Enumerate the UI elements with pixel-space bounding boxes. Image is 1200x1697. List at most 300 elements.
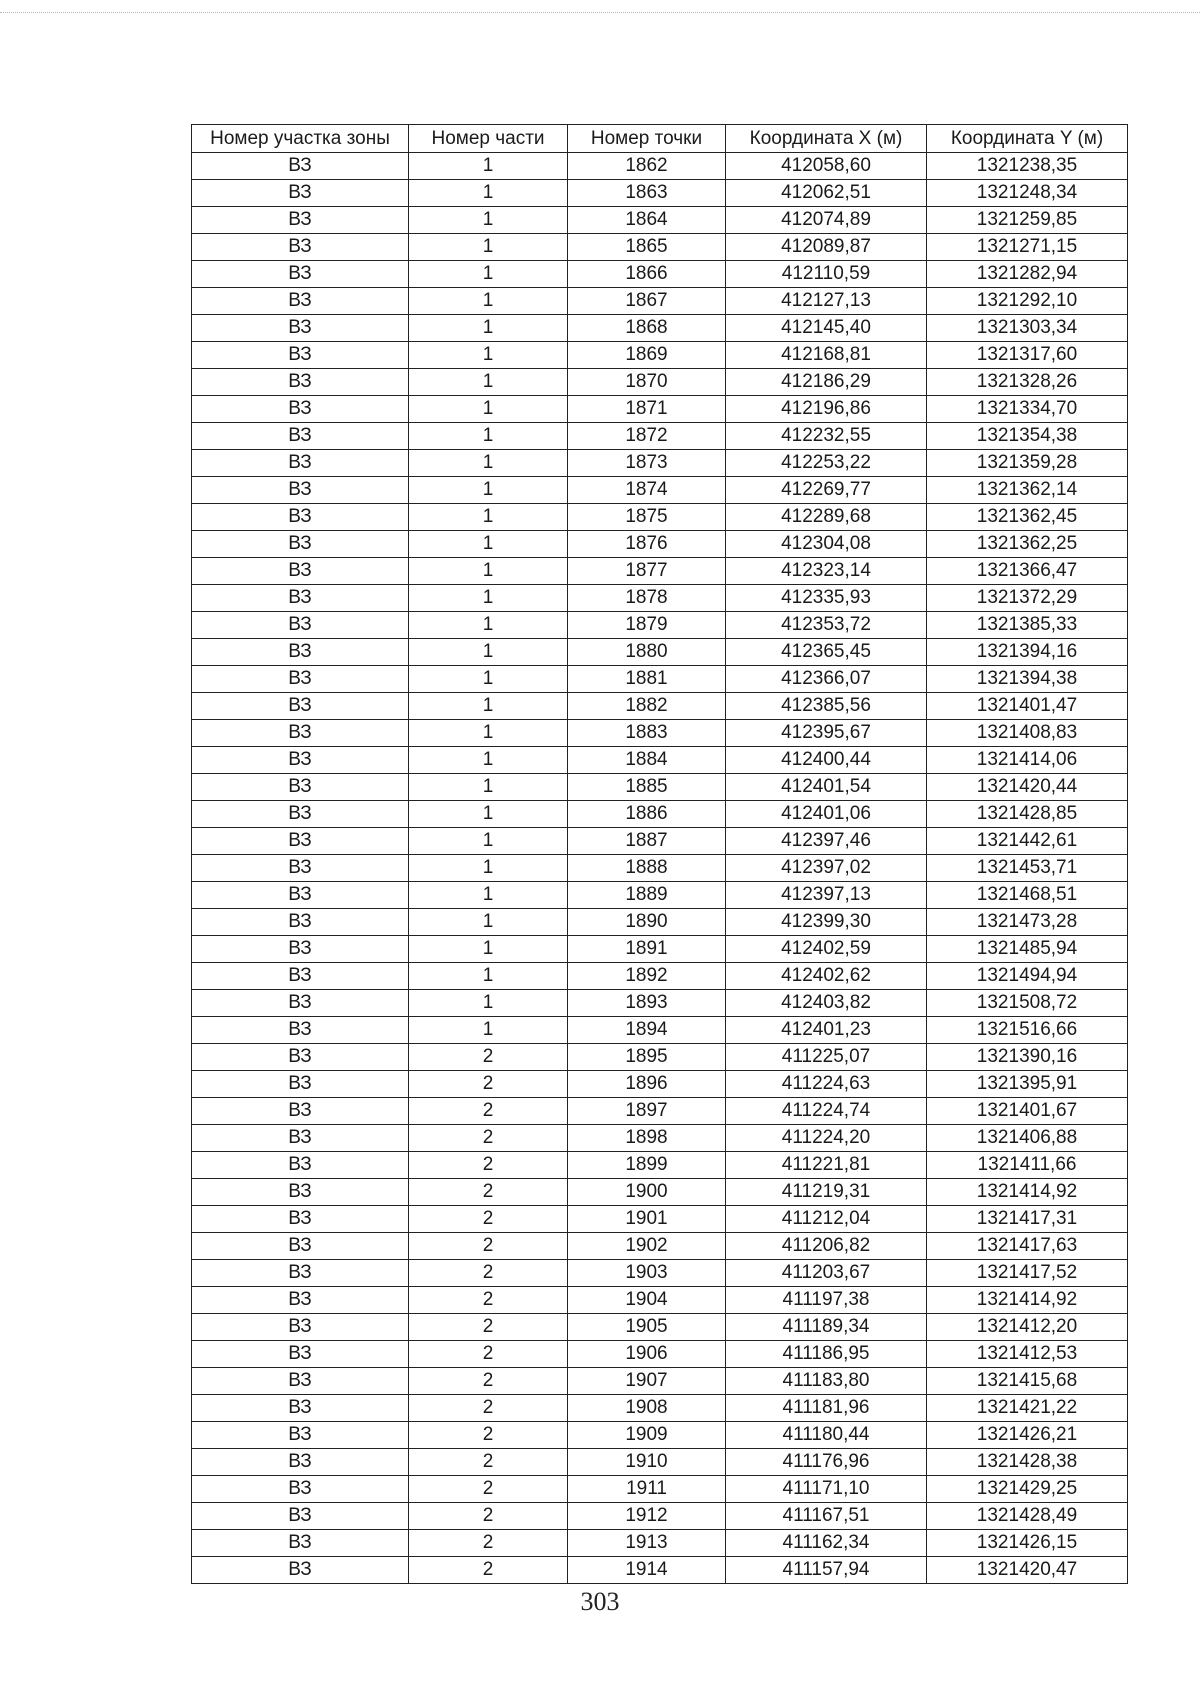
cell-point-number: 1868	[568, 315, 726, 342]
cell-point-number: 1879	[568, 612, 726, 639]
header-row	[192, 125, 1128, 153]
cell-zone-section: ВЗ	[192, 720, 409, 747]
cell-part-number: 2	[409, 1260, 568, 1287]
cell-coordinate-y: 1321485,94	[927, 936, 1128, 963]
cell-part-number: 1	[409, 990, 568, 1017]
table-header	[192, 125, 1128, 153]
cell-part-number: 2	[409, 1341, 568, 1368]
cell-part-number: 2	[409, 1314, 568, 1341]
scan-top-edge	[0, 12, 1200, 13]
cell-coordinate-x: 412397,02	[726, 855, 927, 882]
cell-coordinate-y: 1321412,20	[927, 1314, 1128, 1341]
cell-point-number: 1882	[568, 693, 726, 720]
table-row	[192, 774, 1128, 801]
table-row	[192, 396, 1128, 423]
cell-part-number: 2	[409, 1098, 568, 1125]
table-row	[192, 1557, 1128, 1584]
header-part-number: Номер части	[409, 125, 568, 153]
cell-zone-section: ВЗ	[192, 1314, 409, 1341]
cell-point-number: 1870	[568, 369, 726, 396]
cell-zone-section: ВЗ	[192, 747, 409, 774]
cell-coordinate-y: 1321516,66	[927, 1017, 1128, 1044]
cell-coordinate-x: 412289,68	[726, 504, 927, 531]
header-coordinate-x: Координата X (м)	[726, 125, 927, 153]
cell-zone-section: ВЗ	[192, 963, 409, 990]
cell-zone-section: ВЗ	[192, 1503, 409, 1530]
cell-part-number: 1	[409, 207, 568, 234]
table-row	[192, 936, 1128, 963]
cell-point-number: 1873	[568, 450, 726, 477]
cell-coordinate-x: 411197,38	[726, 1287, 927, 1314]
cell-point-number: 1875	[568, 504, 726, 531]
cell-coordinate-y: 1321390,16	[927, 1044, 1128, 1071]
cell-part-number: 1	[409, 828, 568, 855]
cell-coordinate-y: 1321238,35	[927, 153, 1128, 180]
cell-part-number: 1	[409, 504, 568, 531]
cell-part-number: 2	[409, 1206, 568, 1233]
cell-point-number: 1909	[568, 1422, 726, 1449]
table-row	[192, 1530, 1128, 1557]
cell-coordinate-x: 411181,96	[726, 1395, 927, 1422]
cell-coordinate-x: 412089,87	[726, 234, 927, 261]
table-row	[192, 693, 1128, 720]
cell-point-number: 1892	[568, 963, 726, 990]
table-row	[192, 585, 1128, 612]
cell-coordinate-y: 1321428,38	[927, 1449, 1128, 1476]
cell-coordinate-y: 1321271,15	[927, 234, 1128, 261]
table-row	[192, 612, 1128, 639]
table-row	[192, 801, 1128, 828]
cell-coordinate-x: 412402,59	[726, 936, 927, 963]
cell-coordinate-y: 1321411,66	[927, 1152, 1128, 1179]
cell-coordinate-x: 412168,81	[726, 342, 927, 369]
cell-zone-section: ВЗ	[192, 1233, 409, 1260]
cell-part-number: 2	[409, 1125, 568, 1152]
cell-zone-section: ВЗ	[192, 342, 409, 369]
cell-coordinate-x: 412397,13	[726, 882, 927, 909]
cell-coordinate-y: 1321428,85	[927, 801, 1128, 828]
table-row	[192, 666, 1128, 693]
cell-coordinate-y: 1321414,06	[927, 747, 1128, 774]
cell-zone-section: ВЗ	[192, 1125, 409, 1152]
cell-zone-section: ВЗ	[192, 1152, 409, 1179]
table-row	[192, 828, 1128, 855]
cell-coordinate-y: 1321453,71	[927, 855, 1128, 882]
cell-point-number: 1878	[568, 585, 726, 612]
cell-part-number: 1	[409, 720, 568, 747]
cell-zone-section: ВЗ	[192, 1449, 409, 1476]
cell-part-number: 1	[409, 882, 568, 909]
table-row	[192, 1422, 1128, 1449]
cell-part-number: 2	[409, 1179, 568, 1206]
cell-coordinate-y: 1321406,88	[927, 1125, 1128, 1152]
cell-coordinate-y: 1321303,34	[927, 315, 1128, 342]
cell-coordinate-x: 412401,54	[726, 774, 927, 801]
cell-part-number: 2	[409, 1044, 568, 1071]
table-row	[192, 558, 1128, 585]
table-row	[192, 423, 1128, 450]
cell-part-number: 2	[409, 1395, 568, 1422]
cell-coordinate-x: 411212,04	[726, 1206, 927, 1233]
cell-part-number: 1	[409, 180, 568, 207]
cell-part-number: 2	[409, 1152, 568, 1179]
table-row	[192, 1503, 1128, 1530]
cell-part-number: 1	[409, 153, 568, 180]
cell-zone-section: ВЗ	[192, 261, 409, 288]
cell-coordinate-x: 412366,07	[726, 666, 927, 693]
cell-coordinate-x: 412074,89	[726, 207, 927, 234]
cell-point-number: 1897	[568, 1098, 726, 1125]
cell-coordinate-x: 412397,46	[726, 828, 927, 855]
cell-coordinate-y: 1321417,52	[927, 1260, 1128, 1287]
table-row	[192, 1152, 1128, 1179]
cell-point-number: 1900	[568, 1179, 726, 1206]
cell-point-number: 1911	[568, 1476, 726, 1503]
cell-coordinate-y: 1321442,61	[927, 828, 1128, 855]
cell-point-number: 1890	[568, 909, 726, 936]
table-row	[192, 1314, 1128, 1341]
cell-part-number: 2	[409, 1071, 568, 1098]
table-row	[192, 504, 1128, 531]
cell-part-number: 1	[409, 261, 568, 288]
cell-part-number: 1	[409, 612, 568, 639]
cell-zone-section: ВЗ	[192, 774, 409, 801]
table-row	[192, 1098, 1128, 1125]
cell-coordinate-y: 1321420,47	[927, 1557, 1128, 1584]
table-row	[192, 153, 1128, 180]
cell-zone-section: ВЗ	[192, 531, 409, 558]
cell-point-number: 1895	[568, 1044, 726, 1071]
cell-coordinate-x: 411176,96	[726, 1449, 927, 1476]
cell-coordinate-x: 412253,22	[726, 450, 927, 477]
table-row	[192, 1125, 1128, 1152]
cell-point-number: 1889	[568, 882, 726, 909]
cell-point-number: 1864	[568, 207, 726, 234]
table-row	[192, 1395, 1128, 1422]
cell-point-number: 1901	[568, 1206, 726, 1233]
cell-coordinate-y: 1321408,83	[927, 720, 1128, 747]
cell-point-number: 1872	[568, 423, 726, 450]
cell-coordinate-y: 1321508,72	[927, 990, 1128, 1017]
table-row	[192, 1449, 1128, 1476]
cell-coordinate-y: 1321426,15	[927, 1530, 1128, 1557]
cell-zone-section: ВЗ	[192, 828, 409, 855]
cell-part-number: 2	[409, 1287, 568, 1314]
header-zone-section: Номер участка зоны	[192, 125, 409, 153]
cell-part-number: 2	[409, 1368, 568, 1395]
cell-part-number: 1	[409, 288, 568, 315]
cell-coordinate-y: 1321372,29	[927, 585, 1128, 612]
cell-coordinate-x: 412269,77	[726, 477, 927, 504]
cell-coordinate-y: 1321414,92	[927, 1179, 1128, 1206]
cell-zone-section: ВЗ	[192, 315, 409, 342]
cell-coordinate-x: 412399,30	[726, 909, 927, 936]
cell-part-number: 1	[409, 396, 568, 423]
cell-point-number: 1907	[568, 1368, 726, 1395]
cell-coordinate-y: 1321248,34	[927, 180, 1128, 207]
cell-zone-section: ВЗ	[192, 666, 409, 693]
cell-point-number: 1863	[568, 180, 726, 207]
coordinates-table	[191, 124, 1128, 1584]
table-row	[192, 342, 1128, 369]
table-row	[192, 315, 1128, 342]
cell-part-number: 1	[409, 477, 568, 504]
cell-coordinate-y: 1321473,28	[927, 909, 1128, 936]
cell-point-number: 1888	[568, 855, 726, 882]
table-row	[192, 1017, 1128, 1044]
table-body	[192, 153, 1128, 1584]
cell-zone-section: ВЗ	[192, 180, 409, 207]
cell-coordinate-y: 1321417,31	[927, 1206, 1128, 1233]
cell-coordinate-x: 412385,56	[726, 693, 927, 720]
cell-part-number: 1	[409, 639, 568, 666]
cell-zone-section: ВЗ	[192, 1206, 409, 1233]
cell-coordinate-x: 411171,10	[726, 1476, 927, 1503]
cell-part-number: 2	[409, 1233, 568, 1260]
cell-coordinate-x: 412196,86	[726, 396, 927, 423]
cell-coordinate-y: 1321412,53	[927, 1341, 1128, 1368]
cell-coordinate-y: 1321259,85	[927, 207, 1128, 234]
cell-part-number: 2	[409, 1449, 568, 1476]
table-row	[192, 1476, 1128, 1503]
cell-point-number: 1891	[568, 936, 726, 963]
cell-part-number: 2	[409, 1530, 568, 1557]
table-row	[192, 180, 1128, 207]
table-row	[192, 747, 1128, 774]
cell-zone-section: ВЗ	[192, 1422, 409, 1449]
cell-point-number: 1865	[568, 234, 726, 261]
table-row	[192, 288, 1128, 315]
cell-part-number: 1	[409, 801, 568, 828]
cell-point-number: 1869	[568, 342, 726, 369]
header-coordinate-y: Координата Y (м)	[927, 125, 1128, 153]
cell-coordinate-x: 412402,62	[726, 963, 927, 990]
cell-point-number: 1894	[568, 1017, 726, 1044]
cell-part-number: 1	[409, 450, 568, 477]
cell-coordinate-x: 412145,40	[726, 315, 927, 342]
cell-coordinate-y: 1321385,33	[927, 612, 1128, 639]
cell-point-number: 1866	[568, 261, 726, 288]
cell-point-number: 1908	[568, 1395, 726, 1422]
cell-coordinate-x: 412110,59	[726, 261, 927, 288]
cell-coordinate-y: 1321366,47	[927, 558, 1128, 585]
cell-part-number: 1	[409, 963, 568, 990]
cell-coordinate-y: 1321282,94	[927, 261, 1128, 288]
cell-coordinate-x: 411224,20	[726, 1125, 927, 1152]
cell-part-number: 2	[409, 1476, 568, 1503]
cell-coordinate-y: 1321354,38	[927, 423, 1128, 450]
cell-zone-section: ВЗ	[192, 801, 409, 828]
cell-part-number: 1	[409, 234, 568, 261]
cell-coordinate-y: 1321415,68	[927, 1368, 1128, 1395]
cell-zone-section: ВЗ	[192, 234, 409, 261]
cell-zone-section: ВЗ	[192, 1098, 409, 1125]
cell-zone-section: ВЗ	[192, 1071, 409, 1098]
cell-zone-section: ВЗ	[192, 450, 409, 477]
cell-zone-section: ВЗ	[192, 1557, 409, 1584]
cell-zone-section: ВЗ	[192, 1287, 409, 1314]
cell-part-number: 1	[409, 693, 568, 720]
table-row	[192, 639, 1128, 666]
cell-part-number: 1	[409, 774, 568, 801]
table-row	[192, 531, 1128, 558]
cell-coordinate-x: 412127,13	[726, 288, 927, 315]
cell-coordinate-x: 411157,94	[726, 1557, 927, 1584]
table-row	[192, 1341, 1128, 1368]
cell-coordinate-x: 412232,55	[726, 423, 927, 450]
cell-coordinate-x: 411224,63	[726, 1071, 927, 1098]
cell-part-number: 1	[409, 1017, 568, 1044]
cell-zone-section: ВЗ	[192, 1530, 409, 1557]
cell-zone-section: ВЗ	[192, 153, 409, 180]
cell-zone-section: ВЗ	[192, 1395, 409, 1422]
table-row	[192, 261, 1128, 288]
cell-coordinate-x: 412335,93	[726, 585, 927, 612]
cell-coordinate-x: 411162,34	[726, 1530, 927, 1557]
cell-point-number: 1896	[568, 1071, 726, 1098]
table-row	[192, 207, 1128, 234]
cell-point-number: 1903	[568, 1260, 726, 1287]
cell-point-number: 1913	[568, 1530, 726, 1557]
cell-zone-section: ВЗ	[192, 1260, 409, 1287]
cell-point-number: 1862	[568, 153, 726, 180]
cell-part-number: 2	[409, 1422, 568, 1449]
cell-zone-section: ВЗ	[192, 504, 409, 531]
cell-coordinate-y: 1321494,94	[927, 963, 1128, 990]
cell-coordinate-y: 1321328,26	[927, 369, 1128, 396]
cell-point-number: 1886	[568, 801, 726, 828]
cell-coordinate-x: 411206,82	[726, 1233, 927, 1260]
table-row	[192, 720, 1128, 747]
cell-part-number: 2	[409, 1557, 568, 1584]
cell-coordinate-x: 412400,44	[726, 747, 927, 774]
table-row	[192, 1206, 1128, 1233]
cell-coordinate-x: 412403,82	[726, 990, 927, 1017]
cell-point-number: 1883	[568, 720, 726, 747]
cell-part-number: 1	[409, 369, 568, 396]
table-row	[192, 1260, 1128, 1287]
cell-coordinate-y: 1321334,70	[927, 396, 1128, 423]
cell-coordinate-x: 411183,80	[726, 1368, 927, 1395]
cell-coordinate-x: 412401,06	[726, 801, 927, 828]
cell-zone-section: ВЗ	[192, 585, 409, 612]
cell-part-number: 1	[409, 585, 568, 612]
cell-zone-section: ВЗ	[192, 990, 409, 1017]
cell-point-number: 1914	[568, 1557, 726, 1584]
cell-zone-section: ВЗ	[192, 882, 409, 909]
table-row	[192, 234, 1128, 261]
cell-zone-section: ВЗ	[192, 1476, 409, 1503]
cell-coordinate-y: 1321428,49	[927, 1503, 1128, 1530]
table-row	[192, 450, 1128, 477]
cell-point-number: 1881	[568, 666, 726, 693]
cell-point-number: 1874	[568, 477, 726, 504]
cell-coordinate-x: 411221,81	[726, 1152, 927, 1179]
cell-coordinate-y: 1321414,92	[927, 1287, 1128, 1314]
cell-point-number: 1904	[568, 1287, 726, 1314]
table-row	[192, 882, 1128, 909]
page-number: 303	[580, 1587, 620, 1616]
cell-part-number: 1	[409, 531, 568, 558]
table-row	[192, 1287, 1128, 1314]
table-row	[192, 990, 1128, 1017]
cell-zone-section: ВЗ	[192, 639, 409, 666]
cell-point-number: 1893	[568, 990, 726, 1017]
cell-coordinate-x: 411167,51	[726, 1503, 927, 1530]
table-row	[192, 855, 1128, 882]
cell-zone-section: ВЗ	[192, 1341, 409, 1368]
cell-coordinate-x: 411180,44	[726, 1422, 927, 1449]
cell-point-number: 1902	[568, 1233, 726, 1260]
cell-coordinate-y: 1321362,25	[927, 531, 1128, 558]
cell-zone-section: ВЗ	[192, 423, 409, 450]
cell-part-number: 1	[409, 909, 568, 936]
cell-part-number: 1	[409, 855, 568, 882]
table-row	[192, 1071, 1128, 1098]
cell-coordinate-y: 1321317,60	[927, 342, 1128, 369]
cell-zone-section: ВЗ	[192, 1044, 409, 1071]
cell-coordinate-y: 1321395,91	[927, 1071, 1128, 1098]
cell-coordinate-y: 1321420,44	[927, 774, 1128, 801]
cell-zone-section: ВЗ	[192, 477, 409, 504]
cell-coordinate-x: 412058,60	[726, 153, 927, 180]
cell-coordinate-x: 412395,67	[726, 720, 927, 747]
cell-coordinate-y: 1321417,63	[927, 1233, 1128, 1260]
cell-coordinate-x: 412304,08	[726, 531, 927, 558]
cell-part-number: 1	[409, 558, 568, 585]
cell-coordinate-y: 1321394,38	[927, 666, 1128, 693]
cell-point-number: 1867	[568, 288, 726, 315]
table-row	[192, 1044, 1128, 1071]
cell-point-number: 1905	[568, 1314, 726, 1341]
cell-coordinate-y: 1321401,47	[927, 693, 1128, 720]
cell-point-number: 1912	[568, 1503, 726, 1530]
cell-point-number: 1899	[568, 1152, 726, 1179]
cell-zone-section: ВЗ	[192, 936, 409, 963]
cell-part-number: 1	[409, 423, 568, 450]
cell-zone-section: ВЗ	[192, 396, 409, 423]
cell-coordinate-y: 1321468,51	[927, 882, 1128, 909]
cell-zone-section: ВЗ	[192, 1368, 409, 1395]
table-row	[192, 1179, 1128, 1206]
cell-part-number: 1	[409, 342, 568, 369]
cell-coordinate-x: 412062,51	[726, 180, 927, 207]
cell-part-number: 1	[409, 666, 568, 693]
table-row	[192, 1233, 1128, 1260]
cell-zone-section: ВЗ	[192, 207, 409, 234]
cell-coordinate-y: 1321429,25	[927, 1476, 1128, 1503]
cell-coordinate-y: 1321421,22	[927, 1395, 1128, 1422]
cell-zone-section: ВЗ	[192, 1179, 409, 1206]
cell-zone-section: ВЗ	[192, 369, 409, 396]
cell-part-number: 1	[409, 747, 568, 774]
header-point-number: Номер точки	[568, 125, 726, 153]
cell-coordinate-x: 411189,34	[726, 1314, 927, 1341]
table-row	[192, 477, 1128, 504]
cell-zone-section: ВЗ	[192, 558, 409, 585]
cell-point-number: 1876	[568, 531, 726, 558]
cell-point-number: 1884	[568, 747, 726, 774]
cell-point-number: 1880	[568, 639, 726, 666]
cell-zone-section: ВЗ	[192, 693, 409, 720]
cell-point-number: 1906	[568, 1341, 726, 1368]
cell-point-number: 1910	[568, 1449, 726, 1476]
cell-coordinate-x: 411186,95	[726, 1341, 927, 1368]
cell-zone-section: ВЗ	[192, 855, 409, 882]
cell-zone-section: ВЗ	[192, 1017, 409, 1044]
cell-coordinate-y: 1321362,14	[927, 477, 1128, 504]
cell-zone-section: ВЗ	[192, 909, 409, 936]
